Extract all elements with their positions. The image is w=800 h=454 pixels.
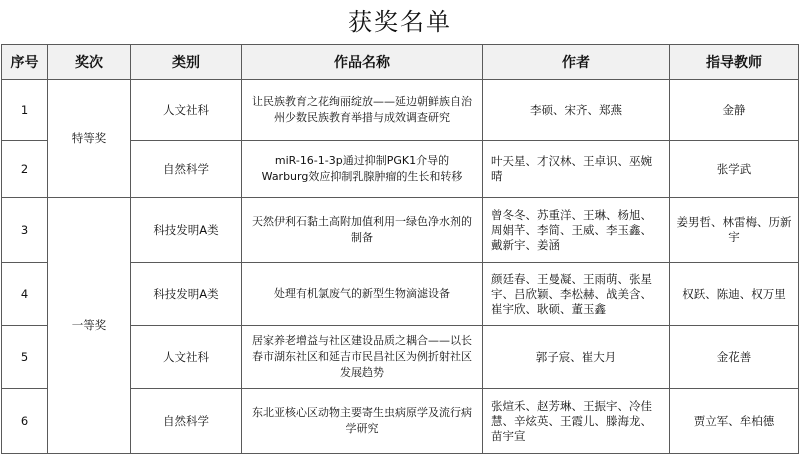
seq-cell: 4 <box>2 263 48 326</box>
mentor-cell: 张学武 <box>670 141 799 198</box>
seq-cell: 2 <box>2 141 48 198</box>
authors-cell: 叶天星、才汉林、王卓识、巫婉晴 <box>483 141 670 198</box>
work-cell: miR-16-1-3p通过抑制PGK1介导的Warburg效应抑制乳腺肿瘤的生长和转移 <box>242 141 483 198</box>
table-row <box>2 80 799 141</box>
mentor-cell: 姜男哲、林雷梅、历新宇 <box>670 198 799 263</box>
table-row <box>2 198 799 263</box>
award-cell: 一等奖 <box>48 198 131 454</box>
work-cell: 让民族教育之花绚丽绽放——延边朝鲜族自治州少数民族教育举措与成效调查研究 <box>242 80 483 141</box>
mentor-cell: 贾立军、牟柏德 <box>670 389 799 454</box>
authors-cell: 张煊禾、赵芳琳、王振宇、冷佳慧、辛炫英、王霞儿、滕海龙、苗宇宣 <box>483 389 670 454</box>
header-mentors: 指导教师 <box>670 45 799 80</box>
header-category: 类别 <box>131 45 242 80</box>
mentor-cell: 金花善 <box>670 326 799 389</box>
category-cell: 科技发明A类 <box>131 198 242 263</box>
authors-cell: 李硕、宋齐、郑燕 <box>483 80 670 141</box>
category-cell: 人文社科 <box>131 326 242 389</box>
work-cell: 居家养老增益与社区建设品质之耦合——以长春市湖东社区和延吉市民昌社区为例折射社区发展趋势 <box>242 326 483 389</box>
page-title: 获奖名单 <box>348 8 452 36</box>
authors-cell: 曾冬冬、苏重洋、王琳、杨旭、周娟芊、李简、王威、李玉鑫、戴新宇、姜涵 <box>483 198 670 263</box>
seq-cell: 1 <box>2 80 48 141</box>
seq-cell: 5 <box>2 326 48 389</box>
seq-cell: 6 <box>2 389 48 454</box>
mentor-cell: 权跃、陈迪、权万里 <box>670 263 799 326</box>
authors-cell: 郭子宸、崔大月 <box>483 326 670 389</box>
header-work: 作品名称 <box>242 45 483 80</box>
category-cell: 人文社科 <box>131 80 242 141</box>
mentor-cell: 金静 <box>670 80 799 141</box>
work-cell: 处理有机氯废气的新型生物滴滤设备 <box>242 263 483 326</box>
header-authors: 作者 <box>483 45 670 80</box>
work-cell: 天然伊利石黏土高附加值利用一绿色净水剂的制备 <box>242 198 483 263</box>
authors-cell: 颜廷春、王曼凝、王雨萌、张星宇、吕欣颖、李松赫、战美含、崔宇欣、耿硕、董玉鑫 <box>483 263 670 326</box>
header-row <box>2 45 799 80</box>
award-cell: 特等奖 <box>48 80 131 198</box>
work-cell: 东北亚核心区动物主要寄生虫病原学及流行病学研究 <box>242 389 483 454</box>
seq-cell: 3 <box>2 198 48 263</box>
award-table <box>1 44 799 454</box>
category-cell: 自然科学 <box>131 141 242 198</box>
header-seq: 序号 <box>2 45 48 80</box>
category-cell: 科技发明A类 <box>131 263 242 326</box>
header-award: 奖次 <box>48 45 131 80</box>
category-cell: 自然科学 <box>131 389 242 454</box>
